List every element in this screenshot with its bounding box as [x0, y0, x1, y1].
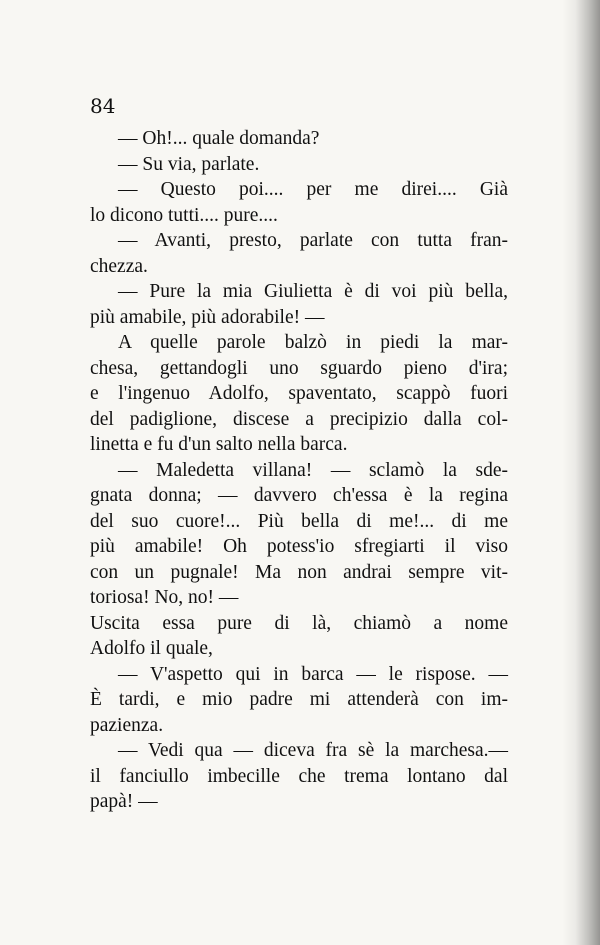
text-line: È tardi, e mio padre mi attenderà con im-: [90, 689, 508, 710]
text-line: più amabile, più adorabile! —: [90, 306, 325, 328]
paragraph: [90, 330, 508, 458]
text-line: il fanciullo imbecille che trema lontano dal: [90, 765, 508, 787]
text-line: Uscita essa pure di là, chiamò a nome: [90, 612, 508, 634]
text-line: chezza.: [90, 255, 148, 277]
paragraph: [90, 611, 508, 662]
paragraph: [90, 738, 508, 815]
text-line: linetta e fu d'un salto nella barca.: [90, 434, 348, 455]
paragraph: [90, 458, 508, 611]
text-line: Adolfo il quale,: [90, 638, 213, 659]
text-line: — Pure la mia Giulietta è di voi più bella,: [118, 281, 508, 302]
text-line: con un pugnale! Ma non andrai sempre vit-: [90, 561, 508, 583]
text-line: papà! —: [90, 791, 158, 812]
text-line: — Avanti, presto, parlate con tutta fran-: [118, 230, 508, 251]
paragraph: [90, 152, 508, 178]
text-line: — Vedi qua — diceva fra sè la marchesa.—: [118, 740, 508, 761]
text-line: — Maledetta villana! — sclamò la sde-: [118, 459, 508, 481]
text-line: più amabile! Oh potess'io sfregiarti il viso: [90, 536, 508, 557]
text-line: toriosa! No, no! —: [90, 587, 239, 608]
text-line: e l'ingenuo Adolfo, spaventato, scappò fuori: [90, 383, 508, 404]
text-line: del suo cuore!... Più bella di me!... di me: [90, 510, 508, 532]
paragraph: [90, 279, 508, 330]
text-line: — Su via, parlate.: [118, 153, 260, 175]
text-line: — Questo poi.... per me direi.... Già: [118, 179, 508, 200]
page-number: 84: [90, 94, 116, 118]
text-line: A quelle parole balzò in piedi la mar-: [118, 332, 508, 353]
paragraph: [90, 126, 508, 152]
text-line: del padiglione, discese a precipizio dalla col-: [90, 408, 508, 430]
text-line: lo dicono tutti.... pure....: [90, 204, 278, 226]
paragraph: [90, 177, 508, 228]
text-line: pazienza.: [90, 714, 164, 736]
text-line: gnata donna; — davvero ch'essa è la regina: [90, 485, 508, 506]
paragraph: [90, 662, 508, 739]
text-line: chesa, gettandogli uno sguardo pieno d'ira;: [90, 357, 508, 379]
text-line: — V'aspetto qui in barca — le rispose. —: [118, 663, 508, 685]
body-text: [90, 126, 508, 815]
text-line: — Oh!... quale domanda?: [118, 128, 320, 149]
paragraph: [90, 228, 508, 279]
page-edge-shadow: [562, 0, 600, 945]
